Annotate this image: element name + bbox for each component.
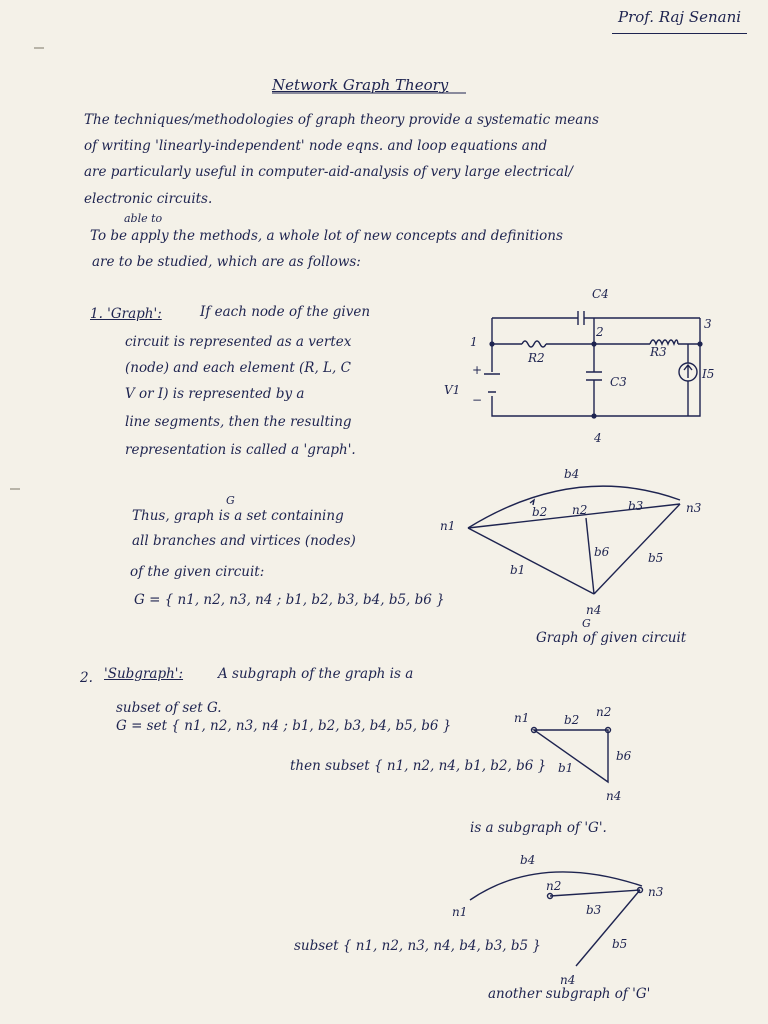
- resistor-r3-icon: [650, 340, 678, 344]
- subgraph-line-2: subset of set G.: [116, 700, 222, 716]
- label-n1: n1: [440, 519, 456, 533]
- label-minus: −: [472, 393, 483, 407]
- edge-b5: [576, 890, 640, 966]
- label-i5: I5: [702, 367, 715, 381]
- label-b5: b5: [648, 551, 664, 565]
- label-n2: n2: [572, 503, 588, 517]
- label-n4: n4: [560, 973, 576, 987]
- inserted-words: able to: [124, 212, 163, 225]
- circuit-node: [591, 413, 596, 418]
- label-node-2: 2: [596, 325, 604, 339]
- label-n3: n3: [648, 885, 664, 899]
- label-n1: n1: [514, 711, 530, 725]
- intro-line-3: are particularly useful in computer-aid-analysis of very large electrical/: [84, 164, 573, 180]
- intro-line-4: electronic circuits.: [84, 191, 213, 207]
- label-n3: n3: [686, 501, 702, 515]
- label-b1: b1: [558, 761, 574, 775]
- page-title: Network Graph Theory: [272, 76, 449, 94]
- subgraph-subset-2: subset { n1, n2, n3, n4, b4, b3, b5 }: [294, 938, 541, 954]
- label-b5: b5: [612, 937, 628, 951]
- label-n4: n4: [586, 603, 602, 617]
- circuit-diagram: [484, 311, 700, 416]
- label-b3: b3: [628, 499, 644, 513]
- circuit-node: [697, 341, 702, 346]
- thus-line-3: of the given circuit:: [130, 564, 265, 580]
- current-arrow-icon: [684, 365, 692, 378]
- caption-g: G: [582, 617, 591, 630]
- label-n1: n1: [452, 905, 468, 919]
- subgraph-line-3: G = set { n1, n2, n3, n4 ; b1, b2, b3, b4, b5, b6 }: [116, 718, 452, 734]
- label-b1: b1: [510, 563, 526, 577]
- subgraph-2-labels: [452, 853, 664, 987]
- label-node-4: 4: [594, 431, 602, 445]
- label-b2: b2: [532, 505, 548, 519]
- edge-b6: [586, 518, 594, 594]
- label-b6: b6: [594, 545, 610, 559]
- label-c4: C4: [592, 287, 609, 301]
- intro-line-1: The techniques/methodologies of graph theory provide a systematic means: [84, 112, 599, 128]
- intro2-line-1: To be apply the methods, a whole lot of new concepts and definitions: [90, 228, 563, 244]
- graph-set-definition: G = { n1, n2, n3, n4 ; b1, b2, b3, b4, b5, b6 }: [134, 592, 445, 608]
- label-n4: n4: [606, 789, 622, 803]
- author-name: Prof. Raj Senani: [618, 8, 742, 26]
- graph-def-line-5: line segments, then the resulting: [125, 414, 352, 430]
- label-b4: b4: [520, 853, 536, 867]
- label-n2: n2: [596, 705, 612, 719]
- circuit-node: [591, 341, 596, 346]
- label-b3: b3: [586, 903, 602, 917]
- subgraph-another: another subgraph of 'G': [488, 986, 651, 1002]
- circuit-node: [489, 341, 494, 346]
- label-v1: V1: [444, 383, 461, 397]
- label-c3: C3: [610, 375, 627, 389]
- subgraph-then-subset: then subset { n1, n2, n4, b1, b2, b6 }: [290, 758, 547, 774]
- thus-line-1: Thus, graph is a set containing: [132, 508, 344, 524]
- graph-def-line-1: If each node of the given: [200, 304, 371, 320]
- subgraph-def-text: A subgraph of the graph is a: [218, 666, 414, 682]
- label-plus: +: [472, 363, 483, 377]
- subgraph-heading: 'Subgraph':: [104, 666, 184, 682]
- graph-1-labels: [440, 467, 702, 617]
- subgraph-is-sub: is a subgraph of 'G'.: [470, 820, 607, 836]
- label-b4: b4: [564, 467, 580, 481]
- intro2-line-2: are to be studied, which are as follows:: [92, 254, 361, 270]
- graph-def-line-6: representation is called a 'graph'.: [125, 442, 356, 458]
- capacitor-c4-icon: [578, 311, 584, 325]
- graph-def-line-2: circuit is represented as a vertex: [125, 334, 352, 350]
- resistor-r2-icon: [522, 341, 546, 347]
- circuit-labels: [444, 287, 714, 445]
- label-r3: R3: [650, 345, 667, 359]
- thus-line-2: all branches and virtices (nodes): [132, 533, 356, 549]
- graph-def-line-3: (node) and each element (R, L, C: [125, 360, 351, 376]
- graph-def-line-4: V or I) is represented by a: [125, 386, 305, 402]
- intro-line-2: of writing 'linearly-independent' node eqns. and loop equations and: [84, 138, 548, 154]
- subgraph-number: 2.: [80, 670, 93, 686]
- edge-b3: [550, 890, 640, 896]
- subgraph-1-labels: [514, 705, 632, 803]
- label-b2: b2: [564, 713, 580, 727]
- graph-heading: 1. 'Graph':: [90, 306, 162, 322]
- label-b6: b6: [616, 749, 632, 763]
- label-r2: R2: [528, 351, 545, 365]
- graph-caption: Graph of given circuit: [536, 630, 687, 646]
- insert-g: G: [226, 494, 235, 507]
- label-node-3: 3: [704, 317, 712, 331]
- edge-b1: [468, 528, 594, 594]
- label-n2: n2: [546, 879, 562, 893]
- label-node-1: 1: [470, 335, 478, 349]
